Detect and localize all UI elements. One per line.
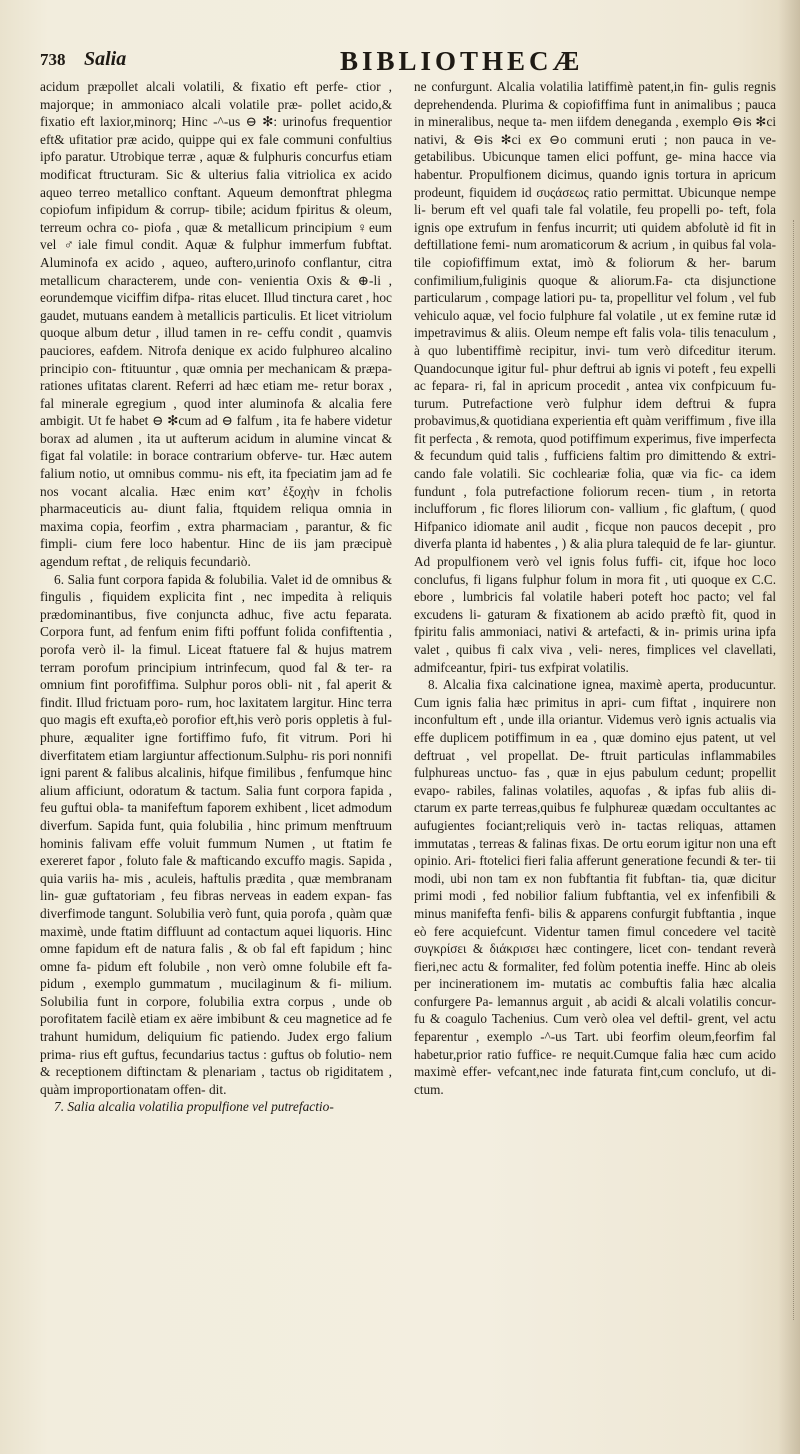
running-head: Salia	[84, 48, 127, 70]
paragraph: 8. Alcalia fixa calcinatione ignea, maximè aperta, producuntur. Cum ignis falia hæc primitus in apri- cum fiftat , inquirere non inconfultum eft , unde illa oriantur. Videmus verò ignis actualis via effe duplicem potiffimum in ea , quæ domino ejus patent, ut vel deftruat , vel propellat. De- ftruit particulas inflammabiles fulphureas unctuo- fas , quæ in ejus pabulum cedunt; propellit evapo- rabiles, falinas volatiles, aquofas , & ipfas fub aliis di- ctarum ex parte terreas,quibus fe fulphureæ quædam occultantes ac aufugientes fociant;reliquis verò in- tactas reliquas, attamen immutatas , terreas & falinas fixas. De ortu eorum igitur non una eft opinio. Ari- ftotelici fieri falia afferunt generatione fecundi & ter- tii modi, ubi non tam ex non fubftantia fit fubftan- tia, quæ dicitur primi modi , fed nobilior falium fubftantia, vel ex infenfibili & minus manifefta fenfi- bilis & apparens confurgit fubftantia , inque eò fere acquiefcunt. Videntur tamen fimul concedere vel tacitè συγκρίσει & διάκρισει hæc contingere, licet con- tendant reverà fieri,nec actu & formaliter, fed folùm potentia ineffe. Hinc ab oleis per incinerationem im- mutatis ac combuftis falia hæc alcalia confurgere Pa- lemannus arguit , ab acidi & alcali volatilis concur- fu & coagulo Tachenius. Cum verò olea vel deftil- grent, vel actu feparentur , exemplo -^-us Tart. ubi feorfim oleum,feorfim fal habetur,prior ratio fuffice- re nequit.Cumque falia hæc cum acido maximè effer- vefcant,nec inde faturata fint,cum conclufo, ut di- ctum.	[414, 677, 776, 1097]
page-edge-shadow	[778, 0, 800, 1454]
page-number: 738	[40, 50, 66, 69]
page-header	[40, 48, 780, 78]
paragraph: 6. Salia funt corpora fapida & folubilia. Valet id de omnibus & fingulis , fiquidem explicita fint , nec impedita à reliquis prædominantibus, five conjuncta adhuc, five actu feparata. Corpora funt, ad fenfum enim fifti poffunt folida confiftentia , porofa verò il- la fimul. Liceat ftatuere fal & hujus matrem terram porofum principium intrinfecum, quod fal & ter- ra omnium fint porofiffima. Sulphur poros obli- nit , fal aperit & findit. Illud frictuam poro- rum, hoc laxitatem largitur. Hinc terra quo magis eft exufta,eò porofior eft,his verò poris oppletis à ful- phure, æqualiter igne fortiffimo fufo, fit vitrum. Pori hi diverfitatem etiam largiuntur affectionum.Sulphu- ris pori nonnifi igni parent & falibus alcalinis, hifque fimilibus , fenfumque hinc alium afficiunt, odoratum & tactum. Salia funt corpora fapida , feu guftui obla- ta manifeftum faporem exhibent , licet admodum diverfum. Sapida funt, quia folubilia , hinc primum menftruum hominis falivam effe voluit fummum Numen , ut ftatim fe exereret fapor , foluto fale & mafticando excuffo magis. Sapida , quia variis ha- mis , aculeis, haftulis prædita , quæ membranam lin- guæ guftatoriam , feu fibras nerveas in eadem expan- fas diverfimode tangunt. Solubilia verò funt, quia porofa , quàm quæ maximè, unde ftatim diffluunt ad contactum aquei liquoris. Hinc omne fapidum eft de natura falis , & ob fal eft fapidum ; hinc omne fa- pidum eft folubile , non verò omne folubile eft fa- pidum , exemplo gummatum , mucilaginum & fi- milium. Solubilia funt in corpore, folubilia extra corpus , unde ob porofitatem facilè etiam ex aëre imbibunt & ceu magnetice ad fe trahunt humidum, deliquium fic patiendo. Judex ergo falium prima- rius eft guftus, fecundarius tactus : guftus ob folutio- nem & receptionem diftinctam & plenariam , tactus ob rigiditatem , quàm improportionatam offen- dit.	[40, 571, 392, 1097]
left-column	[40, 78, 392, 1368]
right-column	[414, 78, 776, 1368]
paragraph: 7. Salia alcalia volatilia propulfione vel putrefactio-	[54, 1099, 334, 1115]
paragraph: ne confurgunt. Alcalia volatilia latiffimè patent,in fin- gulis regnis deprehendenda. Plurima & copiofiffima funt in animalibus ; pauca in mineralibus, neque ta- men iifdem deneganda , exemplo ⊖is ✻ci nativi, & ⊖is ✻ci ex ⊖o communi eruti ; non pauca in ve- getabilibus. Ubicunque tamen elici poffunt, ge- mina hacce via habentur. Propulfionem dicimus, quando ignis tortura in apricum prodeunt, fiquidem id συςάσεως ratio permittat. Ubicunque nempe li- berum eft vel quafi tale fal volatile, feu propelli po- teft, fola ignis ope extrufum in fenfus incurrit; uti quidem abfolutè id fit in deftillatione femi- num aromaticorum & acrium , in quibus fal vola- tile copiofiffimum extat, imò & foliorum & her- barum confimilium,fuliginis quoque & aliorum.Fa- cta disjunctione particularum , compage latiori pu- ta, propellitur vel folum , vel fub vehiculo aquæ, vel focio fulphure fal volatile , ut ex femine rutæ id impetravimus & aliis. Oleum nempe eft falis vola- tilis tenaculum , à quo lubentiffimè recipitur, invi- tum verò difceditur iterum. Quandocunque igitur ful- phur deftrui ab ignis vi poteft , feu expelli ac fepara- ri, fal in apricum procedit , antea vix confpicuum fu- turum. Putrefactione verò fulphur idem deftrui & fupra probavimus,& quotidiana experientia eft quàm veriffimum , five illa fit perfecta , & remota, quod potiffimum experimus, five imperfecta & fecundum quid talis , fufficiens faltim pro dimittendo & extri- cando fale volatili. Sic cochleariæ folia, quæ via fic- ca idem fundunt , fola putrefactione foliorum recen- tium , in retorta inclufforum , fic flores liliorum con- vallium , fic glaftum, ( quod Hifpanico idiomate anil audit , ficque non paucos decepit , pro diverfa planta id habentes , ) & alia plura talequid de fe lar- giuntur. Ad propulfionem verò vel ignis folus fuffi- cit, ifque hoc loco conclufus, fi ligans fulphur folum in mora fit , uti quoque ex C.C. ebore , lumbricis fal volatile haberi poteft hoc pacto; vel fal excudens li- gaturam & fixationem ab acido præftò fit, quod in fpiritu falis ammoniaci, nativi & artefacti, & in- primis urina ipfa valet , quibus fi calx viva , veli- neres, fimplices vel clavellati, admifceantur, fpiri- tus exfpirat volatilis.	[414, 79, 776, 675]
section-title: BIBLIOTHECÆ	[340, 46, 584, 76]
paragraph: acidum præpollet alcali volatili, & fixatio eft perfe- ctior , majorque; in ammoniaco alcali volatile præ- pollet acido,& fixatio eft laxior,minorq; Hinc -^-us ⊖ ✻: urinofus frequentior eft& ufitatior præ acido, quippe qui ex fale communi confultius ipfo paratur. Utrobique terræ , aquæ & fulphuris concurfus etiam modificat ftructuram. Sic & ulterius falia vitriolica ex acido aqueo terreo metallico conftant. Aqueum demonftrat phlegma copiofum infipidum & corrup- tibile; acidum fpiritus & oleum, terreum ochra co- piofa , quæ & metallicum principium ♀eum vel ♂iale fimul condit. Aquæ & fulphur immerfum fubftat. Aluminofa ex acido , aqueo, auftero,urinofo conflantur, citra metallicum characterem, unde con- venientia Oxis & ⊕-li , eorundemque viciffim difpa- ritas elucet. Illud tinctura caret , hoc gaudet, mutuans eandem à metallicis particulis. Et licet vitriolum quoque album detur , illud tamen in re- ceffu condit , quamvis pauciores, eafdem. Nitrofa denique ex acido fulphureo alcalino principio con- ftituuntur , quæ omnia per mechanicam & præpa- rationes ufitatas clarent. Referri ad hæc etiam me- retur borax , fal minerale egregium , quod inter aluminofa & alcalia fere ambigit. Ut fe habet ⊖ ✻cum ad ⊖ falfum , ita fe habere videtur borax ad alumen , ita ut aufterum acidum in alumine vincat & figat fal volatile: in borace contrarium obferve- tur. Hæc autem falium notio, ut omnibus commu- nis eft, ita fpeciatim jam ad fe nos vocant alcalia. Hæc enim κατ’ ἐξοχὴν in fcholis pharmaceuticis au- diunt falia, ftquidem reliqua omnia in maxima copia, feorfim , extra pharmaciam , parantur, & fic fimpli- cium fere loco habentur. Hinc de iis jam præcipuè agendum reftat , de reliquis fecundariò.	[40, 79, 392, 570]
